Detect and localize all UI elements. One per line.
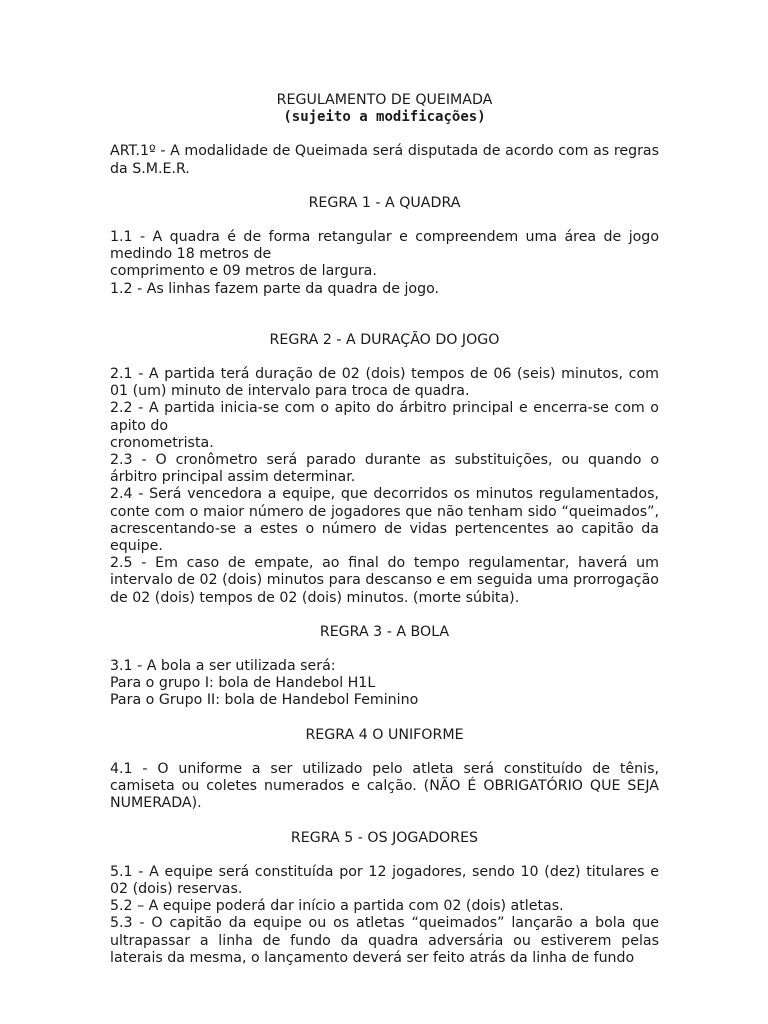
document-subtitle: (sujeito a modificações) [283,109,486,126]
paragraph-2-5: 2.5 - Em caso de empate, ao final do tempo regulamentar, haverá um intervalo de 02 (dois) minutos para descanso e em seguida uma prorrogação de 02 (dois) tempos de 02 (dois) minutos. (morte súbita). [110,555,659,606]
paragraph-2-2a: 2.2 - A partida inicia-se com o apito do árbitro principal e encerra-se com o apito do [110,400,659,434]
document-page [110,92,659,967]
paragraph-5-3: 5.3 - O capitão da equipe ou os atletas “queimados” lançarão a bola que ultrapassar a linha de fundo da quadra adversária ou estiverem pelas laterais da mesma, o lançamento deverá ser feito atrás da linha de fundo [110,915,659,966]
paragraph-5-2: 5.2 – A equipe poderá dar início a partida com 02 (dois) atletas. [110,898,564,915]
paragraph-1-1a: 1.1 - A quadra é de forma retangular e compreendem uma área de jogo medindo 18 metros de [110,229,659,263]
paragraph-2-2b: cronometrista. [110,434,214,451]
heading-regra-4: REGRA 4 O UNIFORME [305,726,464,743]
paragraph-3-3: Para o Grupo II: bola de Handebol Feminino [110,692,419,709]
paragraph-1-1b: comprimento e 09 metros de largura. [110,263,377,280]
article-1: ART.1º - A modalidade de Queimada será disputada de acordo com as regras da S.M.E.R. [110,143,659,177]
paragraph-2-1: 2.1 - A partida terá duração de 02 (dois) tempos de 06 (seis) minutos, com 01 (um) minuto de intervalo para troca de quadra. [110,366,659,400]
heading-regra-3: REGRA 3 - A BOLA [319,623,450,640]
heading-regra-1: REGRA 1 - A QUADRA [308,194,461,211]
paragraph-4-1: 4.1 - O uniforme a ser utilizado pelo atleta será constituído de tênis, camiseta ou coletes numerados e calção. (NÃO É OBRIGATÓRIO QUE SEJA NUMERADA). [110,760,659,812]
paragraph-1-2: 1.2 - As linhas fazem parte da quadra de jogo. [110,280,440,297]
paragraph-5-1: 5.1 - A equipe será constituída por 12 jogadores, sendo 10 (dez) titulares e 02 (dois) reservas. [110,863,659,897]
heading-regra-2: REGRA 2 - A DURAÇÃO DO JOGO [269,331,500,348]
heading-regra-5: REGRA 5 - OS JOGADORES [290,829,479,846]
document-title: REGULAMENTO DE QUEIMADA [276,92,493,108]
paragraph-2-4: 2.4 - Será vencedora a equipe, que decorridos os minutos regulamentados, conte com o maior número de jogadores que não tenham sido “queimados”, acrescentando-se a estes o número de vidas pertencentes ao capitão da equipe. [110,486,659,555]
paragraph-3-2: Para o grupo I: bola de Handebol H1L [110,675,376,692]
paragraph-2-3: 2.3 - O cronômetro será parado durante as substituições, ou quando o árbitro principal assim determinar. [110,452,659,486]
paragraph-3-1: 3.1 - A bola a ser utilizada será: [110,658,336,675]
